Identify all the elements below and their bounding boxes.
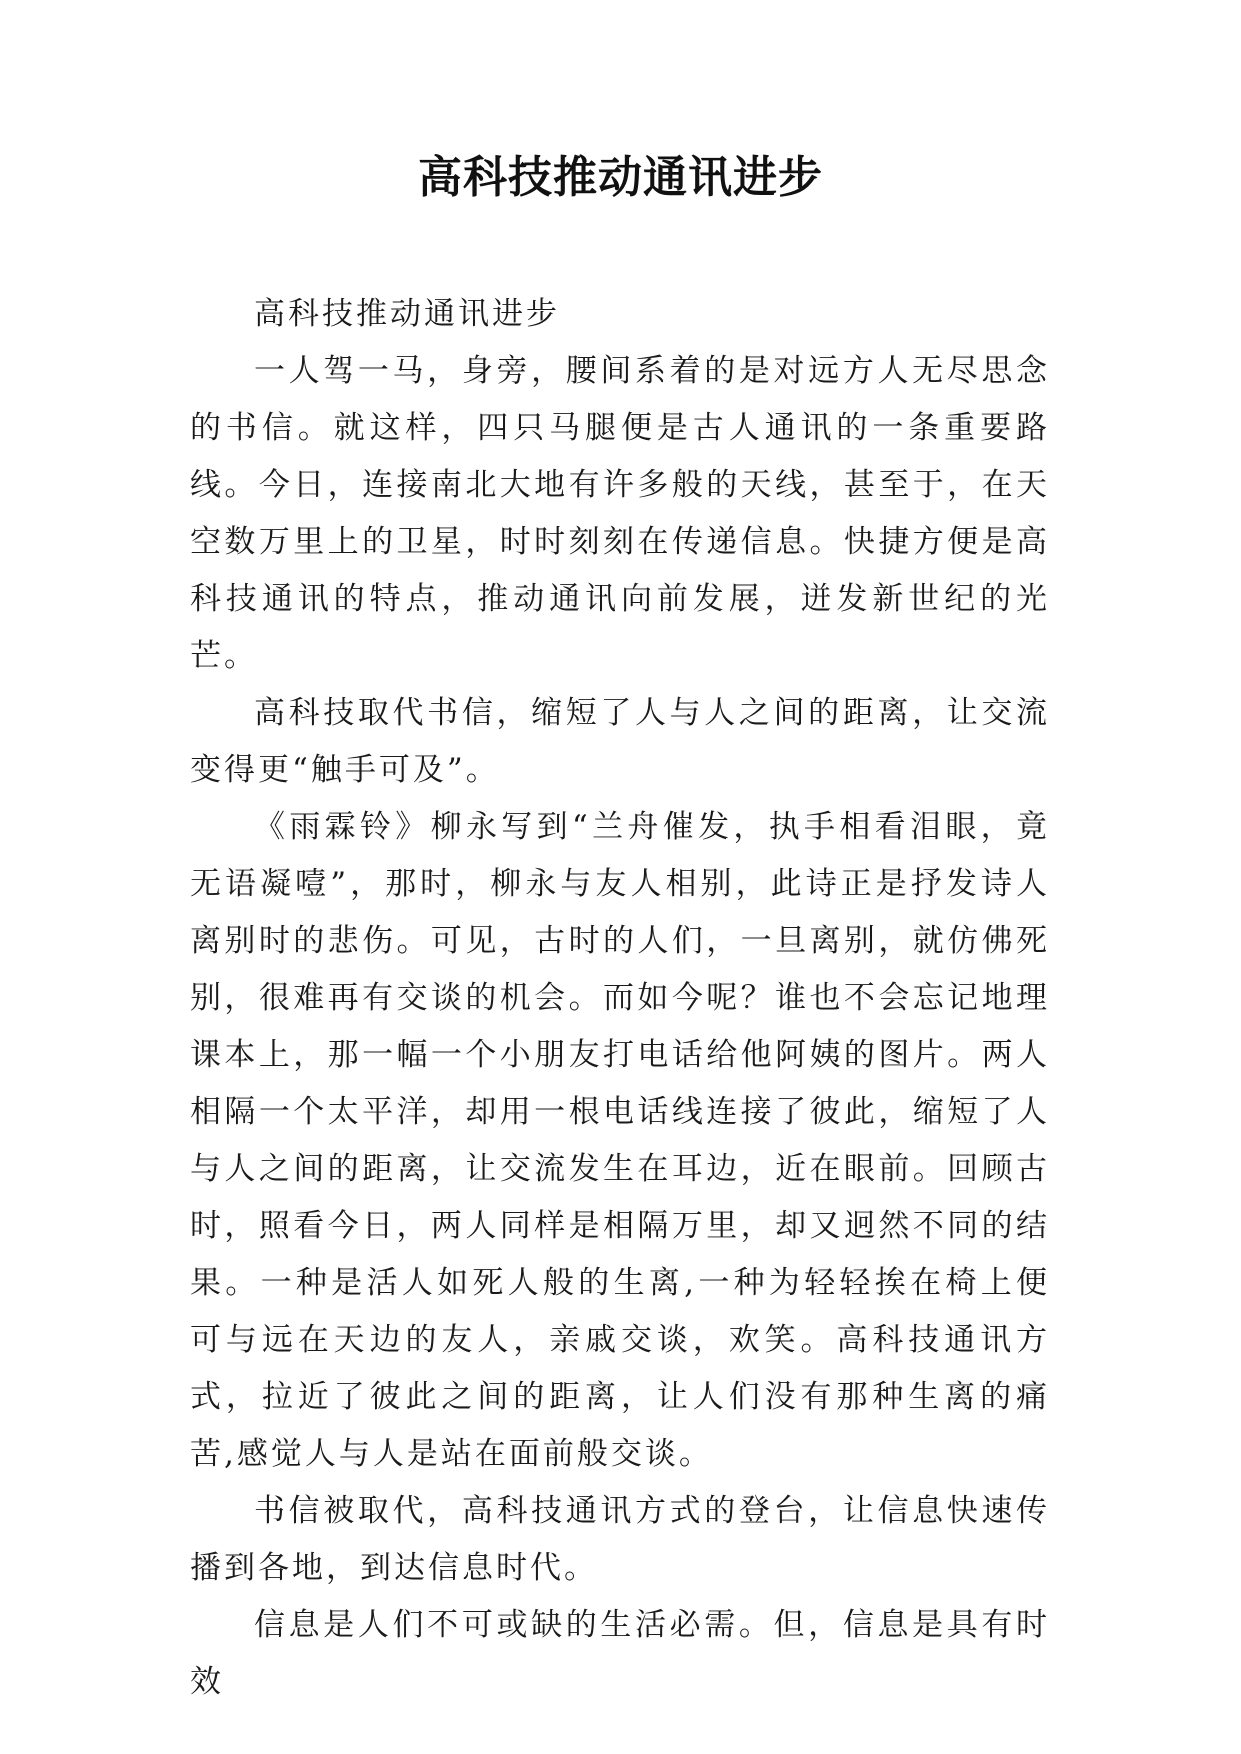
paragraph: 书信被取代，高科技通讯方式的登台，让信息快速传播到各地，到达信息时代。	[190, 1493, 1050, 1586]
document-title: 高科技推动通讯进步	[418, 152, 823, 203]
paragraph: 高科技取代书信，缩短了人与人之间的距离，让交流变得更“触手可及”。	[190, 695, 1050, 788]
document-body	[190, 286, 1050, 1711]
paragraph: 一人驾一马，身旁，腰间系着的是对远方人无尽思念的书信。就这样，四只马腿便是古人通讯的一条重要路线。今日，连接南北大地有许多般的天线，甚至于，在天空数万里上的卫星，时时刻刻在传递信息。快捷方便是高科技通讯的特点，推动通讯向前发展，迸发新世纪的光芒。	[190, 353, 1050, 674]
paragraph-subtitle: 高科技推动通讯进步	[254, 296, 560, 332]
paragraph: 信息是人们不可或缺的生活必需。但，信息是具有时效	[190, 1607, 1050, 1700]
paragraph: 《雨霖铃》柳永写到“兰舟催发，执手相看泪眼，竟无语凝噎”，那时，柳永与友人相别，此诗正是抒发诗人离别时的悲伤。可见，古时的人们，一旦离别，就仿佛死别，很难再有交谈的机会。而如今呢？谁也不会忘记地理课本上，那一幅一个小朋友打电话给他阿姨的图片。两人相隔一个太平洋，却用一根电话线连接了彼此，缩短了人与人之间的距离，让交流发生在耳边，近在眼前。回顾古时，照看今日，两人同样是相隔万里，却又迥然不同的结果。一种是活人如死人般的生离,一种为轻轻挨在椅上便可与远在天边的友人，亲戚交谈，欢笑。高科技通讯方式，拉近了彼此之间的距离，让人们没有那种生离的痛苦,感觉人与人是站在面前般交谈。	[190, 809, 1050, 1472]
